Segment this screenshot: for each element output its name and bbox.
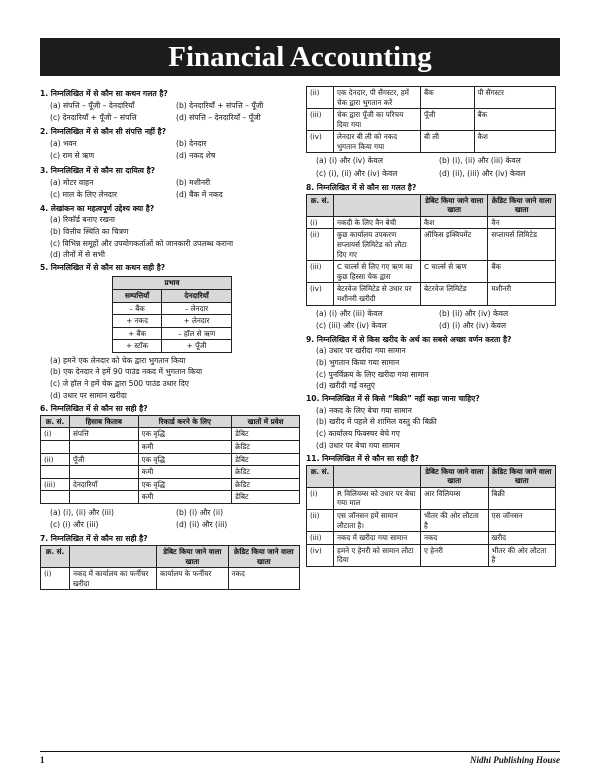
table-row xyxy=(307,487,556,509)
table-cell: मशीनरी xyxy=(488,283,556,305)
column-header: डेबिट किया जाने वाला खाता xyxy=(157,546,229,568)
table-cell: C चार्ल्स से ऋण xyxy=(421,261,488,283)
table-row xyxy=(41,441,300,454)
option: (a) रिकॉर्ड बनाए रखना xyxy=(50,215,115,225)
option: (b) एक देनदार ने हमें 90 पाउंड नकद में भुगतान किया xyxy=(50,367,203,377)
table-row xyxy=(41,568,300,590)
table-cell: कैश xyxy=(474,131,556,153)
option: (b) वित्तीय स्थिति का चित्रण xyxy=(50,227,129,237)
column-header: रिकार्ड करने के लिए xyxy=(138,415,232,428)
option: (b) देनदार xyxy=(176,139,207,149)
table-row xyxy=(113,302,232,315)
option: (c) कार्यालय फिक्स्चर बेचे गए xyxy=(316,428,400,438)
question-4: 4. लेखांकन का महत्वपूर्ण उद्देश्य क्या है? xyxy=(40,203,155,213)
column-header: क्र. सं. xyxy=(41,546,70,568)
table-row xyxy=(41,491,300,504)
option: (a) मोटर वाहन xyxy=(50,177,94,187)
option: (c) (i), (ii) और (iv) केवल xyxy=(316,168,398,178)
q8-table xyxy=(306,194,556,306)
option: (c) राम से ऋण xyxy=(50,151,95,161)
q6-options xyxy=(40,507,302,531)
q9-options xyxy=(306,346,562,391)
option: (b) देनदारियाँ + संपत्ति – पूँजी xyxy=(176,101,264,111)
table-cell xyxy=(70,466,139,479)
table-cell: वैन xyxy=(488,216,556,229)
table-cell: पूँजी xyxy=(70,453,139,466)
table-cell: + स्टॉक xyxy=(113,340,162,353)
table-cell: सप्लायर्स लिमिटेड xyxy=(488,229,556,261)
option: (d) खरीदी गई वस्तुएं xyxy=(316,381,375,391)
table-title: प्रभाव xyxy=(113,277,232,290)
table-row xyxy=(113,340,232,353)
table-cell: कमी xyxy=(138,441,232,454)
option: (a) नकद के लिए बेचा गया सामान xyxy=(316,405,412,415)
option: (d) (i) और (iv) केवल xyxy=(439,320,507,330)
option: (d) (ii) और (iii) xyxy=(176,519,228,529)
option: (d) (ii), (iii) और (iv) केवल xyxy=(439,168,526,178)
table-cell: डेबिट xyxy=(232,491,300,504)
table-cell: (iv) xyxy=(307,131,334,153)
page-number: 1 xyxy=(40,755,45,765)
table-cell: (ii) xyxy=(307,229,334,261)
option: (c) देनदारियाँ + पूँजी – संपत्ति xyxy=(50,113,137,123)
q4-options xyxy=(40,215,302,260)
q1-options xyxy=(40,100,302,124)
table-cell: डेबिट xyxy=(232,428,300,441)
table-row xyxy=(307,510,556,532)
table-cell: (ii) xyxy=(41,453,70,466)
page-footer xyxy=(40,751,560,765)
table-cell: लेनदार बी ली को नकद भुगतान किया गया xyxy=(334,131,421,153)
option: (c) माल के लिए लेनदार xyxy=(50,189,118,199)
question-11: 11. निम्नलिखित में से कौन सा सही है? xyxy=(306,453,419,463)
table-cell: + पूँजी xyxy=(162,340,232,353)
table-cell: नकद में खरीदा गया सामान xyxy=(334,532,421,545)
table-cell: ए हेनरी xyxy=(421,544,489,566)
table-row xyxy=(41,466,300,479)
option: (c) जे हॉल ने हमें चेक द्वारा 500 पाउंड उधार दिए xyxy=(50,379,189,389)
effect-table xyxy=(112,276,232,352)
column-header: क्र. सं. xyxy=(307,465,334,487)
table-row xyxy=(41,478,300,491)
table-row xyxy=(307,109,556,131)
table-cell: बेटरवेज लिमिटेड xyxy=(421,283,488,305)
option: (b) (ii) और (iv) केवल xyxy=(439,308,509,318)
table-cell: एस जॉनसन xyxy=(488,510,555,532)
table-cell: हमने ए हेनरी को सामान लौटा दिया xyxy=(334,544,421,566)
table-cell: नकद xyxy=(421,532,489,545)
table-cell: कैश xyxy=(421,216,488,229)
table-row xyxy=(307,87,556,109)
publisher-name: Nidhi Publishing House xyxy=(469,755,560,765)
table-cell: नकदी के लिए वैन बेची xyxy=(334,216,421,229)
q2-options xyxy=(40,138,302,162)
table-cell: (iii) xyxy=(41,478,70,491)
table-cell xyxy=(70,441,139,454)
table-cell xyxy=(41,491,70,504)
table-row xyxy=(307,229,556,261)
q11-table xyxy=(306,465,556,567)
table-cell: खरीद xyxy=(488,532,555,545)
right-column xyxy=(306,86,562,567)
table-cell xyxy=(41,466,70,479)
q7-options xyxy=(306,155,562,179)
table-cell: एक देनदार, पी सैंगस्टर, हमें चेक द्वारा भुगतान करें xyxy=(334,87,421,109)
q7-table-part2 xyxy=(306,86,556,153)
table-cell: भीतर की ओर लौटता है xyxy=(488,544,555,566)
question-5: 5. निम्नलिखित में से कौन सा कथन सही है? xyxy=(40,263,166,273)
table-cell: भीतर की ओर लौटता है xyxy=(421,510,489,532)
table-cell: (iii) xyxy=(307,109,334,131)
table-cell: बेटरवेज लिमिटेड से उधार पर मशीनरी खरीदी xyxy=(334,283,421,305)
option: (a) (i) और (iii) केवल xyxy=(316,308,383,318)
table-row xyxy=(307,283,556,305)
table-cell: क्रेडिट xyxy=(232,441,300,454)
option: (a) संपत्ति – पूँजी – देनदारियाँ xyxy=(50,101,135,111)
table-cell: (iv) xyxy=(307,544,334,566)
table-cell: पूँजी xyxy=(421,109,475,131)
table-cell: – बैंक xyxy=(113,302,162,315)
table-cell: बैंक xyxy=(421,87,475,109)
table-cell: (iv) xyxy=(307,283,334,305)
option: (d) उधार पर सामान खरीदा xyxy=(50,390,127,400)
q6-table xyxy=(40,415,300,504)
q5-options xyxy=(40,356,302,401)
table-row xyxy=(41,453,300,466)
table-row xyxy=(307,544,556,566)
page-banner: Financial Accounting xyxy=(40,38,560,76)
table-row xyxy=(307,216,556,229)
table-row xyxy=(41,428,300,441)
column-header xyxy=(334,194,421,216)
table-cell: (ii) xyxy=(307,87,334,109)
option: (c) पुनर्विक्रय के लिए खरीदा गया सामान xyxy=(316,369,429,379)
question-1: 1. निम्नलिखित में से कौन सा कथन गलत है? xyxy=(40,89,168,98)
option: (a) (i) और (iv) केवल xyxy=(316,156,383,166)
option: (d) संपत्ति – देनदारियाँ – पूँजी xyxy=(176,113,261,123)
table-cell: बी ली xyxy=(421,131,475,153)
option: (c) विभिन्न समूहों और उपयोगकर्ताओं को जानकारी उपलब्ध कराना xyxy=(50,238,234,248)
question-6: 6. निम्नलिखित में से कौन सा सही है? xyxy=(40,403,148,413)
option: (a) (i), (ii) और (iii) xyxy=(50,507,114,517)
table-cell: एक वृद्धि xyxy=(138,478,232,491)
table-cell: (iii) xyxy=(307,532,334,545)
table-cell: + लेनदार xyxy=(162,315,232,328)
table-cell xyxy=(70,491,139,504)
table-row xyxy=(307,131,556,153)
option: (b) मशीनरी xyxy=(176,177,211,187)
table-cell: एक वृद्धि xyxy=(138,428,232,441)
column-header: सम्पत्तियाँ xyxy=(113,289,162,302)
table-cell: नकद xyxy=(228,568,299,590)
table-cell: पी सैंगस्टर xyxy=(474,87,556,109)
option: (b) भुगतान किया गया सामान xyxy=(316,357,400,367)
table-cell: आर विलियम्स xyxy=(421,487,489,509)
column-header: क्रेडिट किया जाने वाला खाता xyxy=(488,465,555,487)
column-header: डेबिट किया जाने वाला खाता xyxy=(421,465,489,487)
option: (d) नकद शेष xyxy=(176,151,216,161)
table-cell: चेक द्वारा पूँजी का परिचय दिया गया xyxy=(334,109,421,131)
table-row xyxy=(113,327,232,340)
table-cell: (ii) xyxy=(307,510,334,532)
column-header: क्र. सं. xyxy=(41,415,70,428)
option: (d) बैंक में नकद xyxy=(176,189,223,199)
column-header: देनदारियाँ xyxy=(162,289,232,302)
column-header: डेबिट किया जाने वाला खाता xyxy=(421,194,488,216)
option: (d) तीनों में से सभी xyxy=(50,250,105,260)
column-header: क्रेडिट किया जाने वाला खाता xyxy=(228,546,299,568)
q7-table-part1 xyxy=(40,545,300,590)
question-9: 9. निम्नलिखित में से किस खरीद के अर्थ का सबसे अच्छा वर्णन करता है? xyxy=(306,334,512,344)
table-cell: (i) xyxy=(41,428,70,441)
table-cell: डेबिट xyxy=(232,453,300,466)
table-cell: R विलियम्स को उधार पर बेचा गया माल xyxy=(334,487,421,509)
column-header: क्र. सं. xyxy=(307,194,334,216)
table-cell xyxy=(41,441,70,454)
table-cell: क्रेडिट xyxy=(232,466,300,479)
table-cell: + बैंक xyxy=(113,327,162,340)
table-cell: बिक्री xyxy=(488,487,555,509)
option: (a) भवन xyxy=(50,139,77,149)
table-row xyxy=(307,261,556,283)
table-row xyxy=(307,532,556,545)
table-cell: नकद में कार्यालय का फर्नीचर खरीदा xyxy=(70,568,157,590)
column-header: हिसाब किताब xyxy=(70,415,139,428)
table-cell: ऑफिस इक्विपमेंट xyxy=(421,229,488,261)
table-cell: देनदारियाँ xyxy=(70,478,139,491)
table-cell: संपत्ति xyxy=(70,428,139,441)
option: (c) (i) और (iii) xyxy=(50,519,99,529)
option: (a) उधार पर खरीदा गया सामान xyxy=(316,346,406,356)
table-cell: क्रेडिट xyxy=(232,478,300,491)
option: (d) उधार पर बेचा गया सामान xyxy=(316,440,400,450)
left-column xyxy=(40,86,302,590)
question-3: 3. निम्नलिखित में से कौन सा दायित्व है? xyxy=(40,165,156,175)
question-7: 7. निम्नलिखित में से कौन सा सही है? xyxy=(40,534,148,544)
column-header: खातों में प्रवेश xyxy=(232,415,300,428)
table-row xyxy=(113,315,232,328)
option: (c) (iii) और (iv) केवल xyxy=(316,320,387,330)
question-8: 8. निम्नलिखित में से कौन सा गलत है? xyxy=(306,182,417,192)
table-cell: कमी xyxy=(138,466,232,479)
option: (b) (i) और (ii) xyxy=(176,507,224,517)
table-cell: एस जॉनसन हमें सामान लौटाता है। xyxy=(334,510,421,532)
table-cell: C चार्ल्स से लिए गए ऋण का कुछ हिस्सा चेक द्वारा xyxy=(334,261,421,283)
table-cell: कुछ कार्यालय उपकरण सप्लायर्स लिमिटेड को लौटा दिए गए xyxy=(334,229,421,261)
table-cell: (iii) xyxy=(307,261,334,283)
table-cell: कार्यालय के फर्नीचर xyxy=(157,568,229,590)
table-cell: – हॉल से ऋण xyxy=(162,327,232,340)
question-2: 2. निम्नलिखित में से कौन सी संपत्ति नहीं है? xyxy=(40,127,166,137)
option: (b) (i), (ii) और (iii) केवल xyxy=(439,156,521,166)
table-cell: – लेनदार xyxy=(162,302,232,315)
column-header: क्रेडिट किया जाने वाला खाता xyxy=(488,194,556,216)
column-header xyxy=(334,465,421,487)
question-10: 10. निम्नलिखित में से किसे “बिक्री” नहीं कहा जाना चाहिए? xyxy=(306,394,480,404)
q8-options xyxy=(306,308,562,332)
table-cell: कमी xyxy=(138,491,232,504)
option: (b) खरीद में पहले से शामिल वस्तु की बिक्री xyxy=(316,417,437,427)
column-header xyxy=(70,546,157,568)
table-cell: एक वृद्धि xyxy=(138,453,232,466)
q3-options xyxy=(40,177,302,201)
table-cell: बैंक xyxy=(488,261,556,283)
q10-options xyxy=(306,406,562,451)
table-cell: बैंक xyxy=(474,109,556,131)
table-cell: (i) xyxy=(307,487,334,509)
table-cell: (i) xyxy=(41,568,70,590)
option: (a) हमने एक लेनदार को चेक द्वारा भुगतान किया xyxy=(50,355,186,365)
table-cell: + नकद xyxy=(113,315,162,328)
table-cell: (i) xyxy=(307,216,334,229)
